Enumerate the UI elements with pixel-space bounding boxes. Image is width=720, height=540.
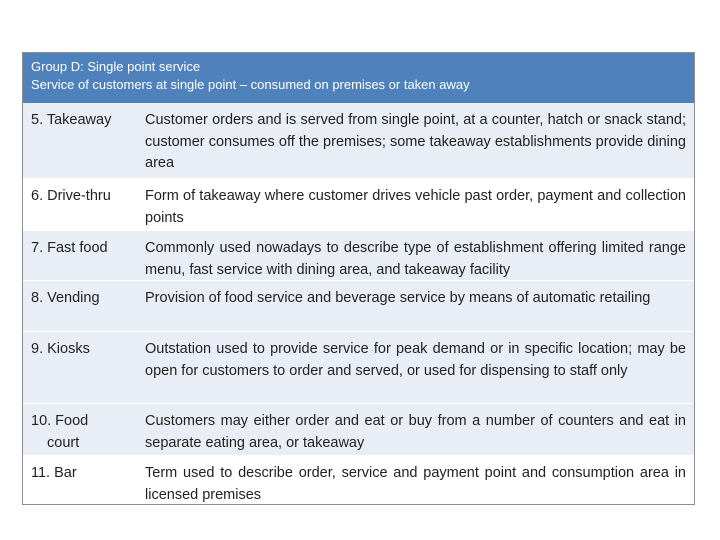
- table-row: [23, 456, 694, 505]
- table-row: [23, 231, 694, 281]
- header-group-subtitle: Service of customers at single point – consumed on premises or taken away: [31, 77, 470, 92]
- row-term: 5. Takeaway: [31, 112, 112, 128]
- row-term: 11. Bar: [31, 465, 77, 481]
- table-row: [23, 332, 694, 404]
- row-description: Form of takeaway where customer drives vehicle past order, payment and collection points: [145, 188, 686, 226]
- table-header: [23, 53, 694, 103]
- row-term: 6. Drive-thru: [31, 188, 111, 204]
- row-description: Term used to describe order, service and payment point and consumption area in licensed premises: [145, 465, 686, 503]
- row-description: Outstation used to provide service for peak demand or in specific location; may be open for customers to order and served, or used for dispensing to staff only: [145, 341, 686, 379]
- table-row: [23, 179, 694, 231]
- row-description: Provision of food service and beverage service by means of automatic retailing: [145, 290, 651, 306]
- row-description: Commonly used nowadays to describe type of establishment offering limited range menu, fast service with dining area, and takeaway facility: [145, 240, 686, 278]
- row-term-line: 10. Food: [31, 413, 89, 429]
- table-row: [23, 404, 694, 456]
- row-description: Customer orders and is served from single point, at a counter, hatch or snack stand; customer consumes off the premises; some takeaway establishments provide dining area: [145, 112, 686, 171]
- service-table: [22, 52, 695, 505]
- row-term: 9. Kiosks: [31, 341, 90, 357]
- row-term-line: court: [47, 434, 80, 451]
- header-group-title: Group D: Single point service: [31, 59, 201, 74]
- table-row: [23, 103, 694, 179]
- row-description: Customers may either order and eat or buy from a number of counters and eat in separate eating area, or takeaway: [145, 413, 686, 451]
- row-term: [31, 411, 136, 454]
- row-term: 8. Vending: [31, 290, 100, 306]
- row-term: 7. Fast food: [31, 240, 108, 256]
- table-row: [23, 281, 694, 332]
